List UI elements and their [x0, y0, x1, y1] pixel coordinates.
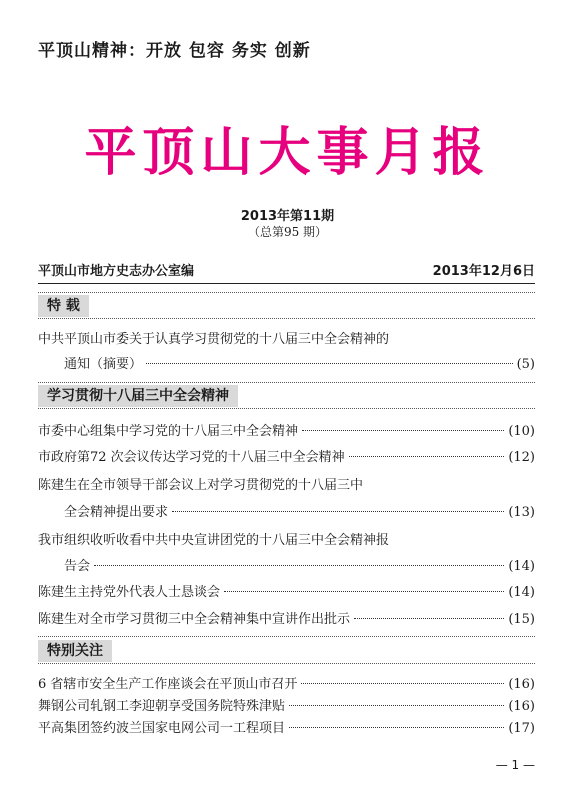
- toc-entry[interactable]: [64, 353, 535, 375]
- leader-dots: [94, 565, 504, 566]
- leader-dots: [354, 618, 504, 619]
- toc-entry-title: 平高集团签约波兰国家电网公司一工程项目: [38, 721, 286, 736]
- publisher-row: [38, 260, 535, 280]
- leader-dots: [172, 511, 504, 512]
- toc-entry-title[interactable]: 中共平顶山市委关于认真学习贯彻党的十八届三中全会精神的: [38, 332, 390, 347]
- toc-entry[interactable]: [38, 446, 535, 468]
- leader-dots: [349, 456, 505, 457]
- toc-page-number: (16): [508, 677, 535, 692]
- total-issue-number: （总第95 期）: [247, 225, 328, 239]
- toc-entry[interactable]: [38, 717, 535, 739]
- toc-entry[interactable]: [38, 695, 535, 717]
- leader-dots: [146, 363, 513, 364]
- toc-entry-title: 6 省辖市安全生产工作座谈会在平顶山市召开: [38, 677, 298, 692]
- leader-dots: [289, 705, 504, 706]
- toc-entry-title: 市委中心组集中学习党的十八届三中全会精神: [38, 424, 299, 439]
- toc-entry[interactable]: [38, 673, 535, 695]
- toc-entry[interactable]: [38, 420, 535, 442]
- section-heading-focus: 特别关注: [38, 640, 112, 662]
- section-divider: [38, 318, 535, 319]
- toc-page-number: (5): [516, 357, 535, 372]
- toc-entry-title[interactable]: 陈建生在全市领导干部会议上对学习贯彻党的十八届三中: [38, 478, 364, 493]
- section-heading-special: 特 载: [38, 295, 89, 317]
- divider-line: [38, 283, 535, 284]
- toc-entry-title: 市政府第72 次会议传达学习党的十八届三中全会精神: [38, 450, 345, 465]
- toc-entry-title[interactable]: 我市组织收听收看中共中央宣讲团党的十八届三中全会精神报: [38, 533, 390, 548]
- section-divider: [38, 382, 535, 383]
- toc-entry-title: 陈建生主持党外代表人士恳谈会: [38, 585, 221, 600]
- toc-page-number: (14): [508, 585, 535, 600]
- toc-entry[interactable]: [64, 555, 535, 577]
- leader-dots: [224, 591, 504, 592]
- toc-entry[interactable]: [38, 608, 535, 630]
- toc-entry-continuation: 全会精神提出要求: [64, 505, 169, 520]
- toc-entry[interactable]: [38, 581, 535, 603]
- toc-entry[interactable]: [64, 501, 535, 523]
- page-number-footer: — 1 —: [495, 758, 535, 772]
- toc-page-number: (13): [508, 505, 535, 520]
- publication-title: 平顶山大事月报: [84, 122, 491, 183]
- leader-dots: [301, 683, 504, 684]
- toc-entry-title: 陈建生对全市学习贯彻三中全会精神集中宣讲作出批示: [38, 612, 351, 627]
- toc-entry-title: 舞钢公司轧钢工李迎朝享受国务院特殊津贴: [38, 699, 286, 714]
- city-motto: 平顶山精神：开放 包容 务实 创新: [38, 41, 311, 61]
- section-heading-study: 学习贯彻十八届三中全会精神: [38, 385, 238, 407]
- issue-number: 2013年第11期: [240, 209, 335, 224]
- toc-page-number: (14): [508, 559, 535, 574]
- toc-entry-continuation: 通知（摘要）: [64, 357, 143, 372]
- section-divider: [38, 408, 535, 409]
- publisher-name: 平顶山市地方史志办公室编: [38, 264, 195, 279]
- toc-page-number: (15): [508, 612, 535, 627]
- toc-entry-continuation: 告会: [64, 559, 91, 574]
- toc-page-number: (16): [508, 699, 535, 714]
- section-divider: [38, 292, 535, 293]
- leader-dots: [302, 430, 504, 431]
- toc-page-number: (10): [508, 424, 535, 439]
- publish-date: 2013年12月6日: [432, 264, 535, 279]
- section-divider: [38, 663, 535, 664]
- toc-page-number: (12): [508, 450, 535, 465]
- section-divider: [38, 636, 535, 637]
- toc-page-number: (17): [508, 721, 535, 736]
- leader-dots: [289, 727, 504, 728]
